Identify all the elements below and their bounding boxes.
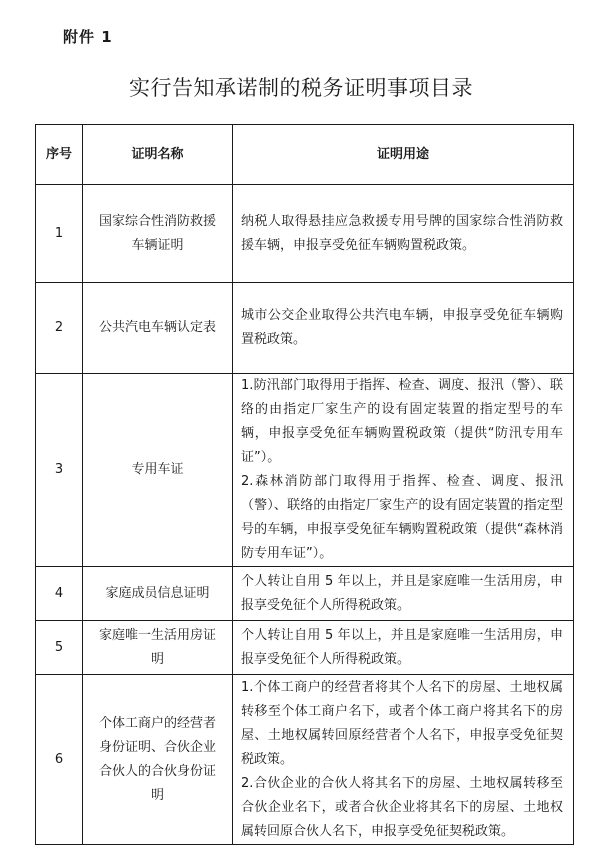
row-name: 个体工商户的经营者身份证明、合伙企业合伙人的合伙身份证明 (83, 675, 233, 845)
row-use (233, 621, 574, 675)
row-index: 1 (36, 185, 83, 283)
certificate-table (35, 124, 574, 845)
header-name: 证明名称 (83, 125, 233, 185)
header-index: 序号 (36, 125, 83, 185)
row-name: 公共汽电车辆认定表 (83, 283, 233, 374)
row-name: 专用车证 (83, 374, 233, 567)
table-row (36, 374, 574, 567)
use-paragraph: 个人转让自用 5 年以上，并且是家庭唯一生活用房，申报享受免征个人所得税政策。 (241, 627, 563, 667)
use-paragraph: 1.个体工商户的经营者将其个人名下的房屋、土地权属转移至个体工商户名下，或者个体工商户将其名下的房屋、土地权属转回原经营者个人名下，申报享受免征契税政策。 (241, 679, 563, 767)
row-index: 3 (36, 374, 83, 567)
table-row (36, 675, 574, 845)
document-title: 实行告知承诺制的税务证明事项目录 (129, 76, 473, 100)
use-paragraph: 2.合伙企业的合伙人将其名下的房屋、土地权属转移至合伙企业名下，或者合伙企业将其名下的房屋、土地权属转回原合伙人名下，申报享受免征契税政策。 (241, 775, 563, 839)
header-use: 证明用途 (233, 125, 574, 185)
row-index: 5 (36, 621, 83, 675)
row-name: 国家综合性消防救援车辆证明 (83, 185, 233, 283)
attachment-label: 附件 1 (63, 28, 113, 46)
use-paragraph: 2.森林消防部门取得用于指挥、检查、调度、报汛（警）、联络的由指定厂家生产的设有固定装置的指定型号的车辆，申报享受免征车辆购置税政策（提供“森林消防专用车证”）。 (241, 474, 563, 561)
row-index: 4 (36, 567, 83, 621)
use-paragraph: 个人转让自用 5 年以上，并且是家庭唯一生活用房，申报享受免征个人所得税政策。 (241, 573, 563, 613)
use-paragraph: 1.防汛部门取得用于指挥、检查、调度、报汛（警）、联络的由指定厂家生产的设有固定装置的指定型号的车辆，申报享受免征车辆购置税政策（提供“防汛专用车证”）。 (241, 378, 563, 465)
row-use (233, 283, 574, 374)
row-use (233, 374, 574, 567)
table-row (36, 185, 574, 283)
row-use (233, 675, 574, 845)
row-name: 家庭唯一生活用房证明 (83, 621, 233, 675)
use-paragraph: 城市公交企业取得公共汽电车辆，申报享受免征车辆购置税政策。 (241, 308, 563, 347)
row-use (233, 185, 574, 283)
table-row (36, 283, 574, 374)
table-row (36, 621, 574, 675)
use-paragraph: 纳税人取得悬挂应急救援专用号牌的国家综合性消防救援车辆，申报享受免征车辆购置税政策。 (241, 213, 563, 253)
table-row (36, 567, 574, 621)
row-index: 2 (36, 283, 83, 374)
row-use (233, 567, 574, 621)
row-name: 家庭成员信息证明 (83, 567, 233, 621)
table-header-row (36, 125, 574, 185)
row-index: 6 (36, 675, 83, 845)
